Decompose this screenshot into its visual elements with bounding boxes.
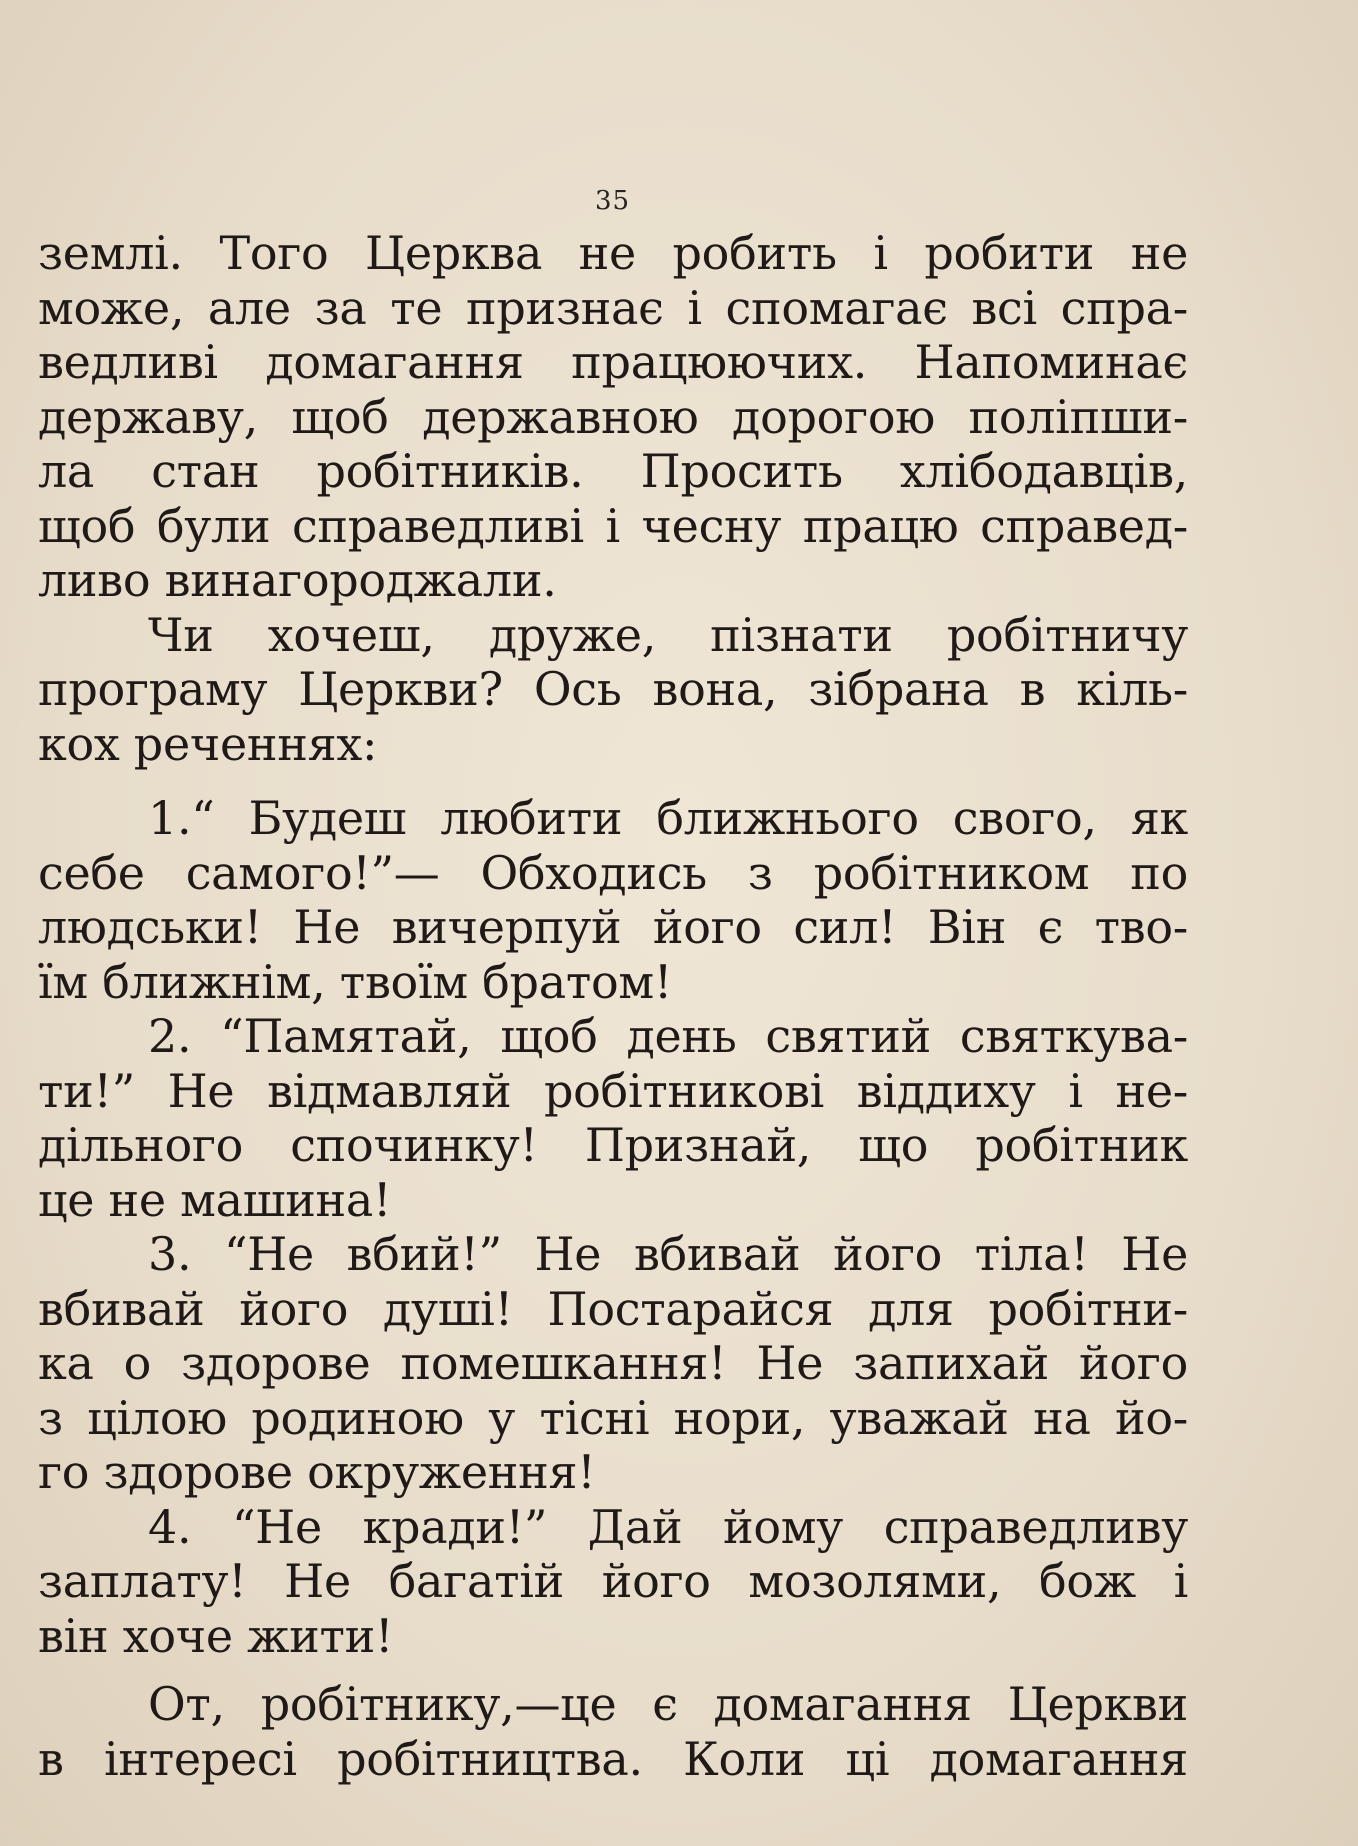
text-line: вбивай його душі! Постарайся для робітни- [38,1281,1188,1336]
text-line: себе самого!”— Обходись з робітником по [38,845,1188,900]
text-line: в інтересі робітництва. Коли ці домагання [38,1731,1188,1786]
paragraph-gap [38,771,1188,791]
text-line: кох реченнях: [38,716,378,771]
text-line: го здорове окруження! [38,1445,596,1499]
text-line: От, робітнику,—це є домагання Церкви [148,1677,1188,1731]
text-line: державу, щоб державною дорогою поліпши- [38,389,1188,444]
text-line: заплату! Не багатій його мозолями, бож і [38,1554,1188,1608]
text-line: ка о здорове помешкання! Не запихай його [38,1336,1188,1390]
text-line: ливо винагороджали. [38,553,557,607]
text-line: це не машина! [38,1172,392,1227]
paragraph-gap [38,1663,1188,1677]
text-line: він хоче жити! [38,1608,394,1663]
text-line: ти!” Не відмавляй робітникові віддиху і не- [38,1063,1188,1118]
text-line: їм ближнім, твоїм братом! [38,954,673,1009]
text-line: може, але за те признає і спомагає всі спра- [38,280,1188,335]
text-line: 3. “Не вбий!” Не вбивай його тіла! Не [148,1227,1188,1281]
text-line: з цілою родиною у тісні нори, уважай на йо- [38,1390,1188,1445]
text-line: людськи! Не вичерпуй його сил! Він є тво- [38,900,1188,954]
text-line: програму Церкви? Ось вона, зібрана в кіль- [38,662,1188,716]
text-line: 4. “Не кради!” Дай йому справедливу [148,1499,1188,1554]
text-line: 2. “Памятай, щоб день святий святкува- [148,1009,1188,1063]
text-line: дільного спочинку! Признай, що робітник [38,1118,1188,1172]
text-line: 1.“ Будеш любити ближнього свого, як [148,791,1188,845]
body-text [38,226,1188,1786]
text-line: щоб були справедливі і чесну працю справед- [38,498,1188,553]
text-line: ла стан робітників. Просить хлібодавців, [38,444,1188,498]
page-number: 35 [594,186,631,216]
text-line: ведливі домагання працюючих. Напоминає [38,335,1188,389]
text-line: Чи хочеш, друже, пізнати робітничу [148,607,1188,662]
text-line: землі. Того Церква не робить і робити не [38,226,1188,280]
